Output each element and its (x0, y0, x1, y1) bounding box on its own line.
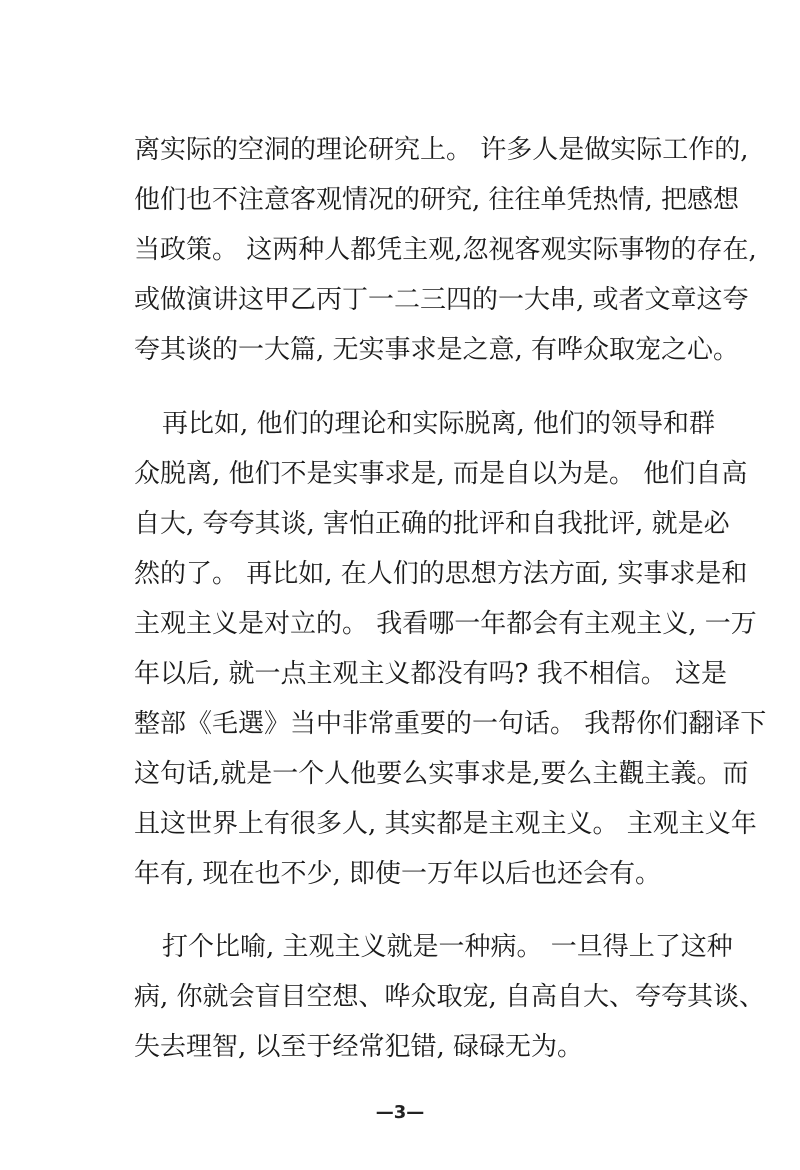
text-line: 离实际的空洞的理论研究上。 许多人是做实际工作的, (134, 135, 749, 165)
page-number: —3— (375, 1102, 425, 1123)
text-line: 病, 你就会盲目空想、哗众取宠, 自高自大、夸夸其谈、 (134, 982, 766, 1012)
text-line: 年以后, 就一点主观主义都没有吗? 我不相信。 这是 (134, 659, 727, 689)
text-line: 或做演讲这甲乙丙丁一二三四的一大串, 或者文章这夸 (134, 285, 749, 315)
text-line: 主观主义是对立的。 我看哪一年都会有主观主义, 一万 (134, 609, 757, 639)
text-line: 失去理智, 以至于经常犯错, 碌碌无为。 (134, 1032, 584, 1062)
text-line: 再比如, 他们的理论和实际脱离, 他们的领导和群 (162, 409, 716, 439)
text-line: 然的了。 再比如, 在人们的思想方法方面, 实事求是和 (134, 559, 748, 589)
text-line: 当政策。 这两种人都凭主观,忽视客观实际事物的存在, (134, 235, 757, 265)
text-line: 自大, 夸夸其谈, 害怕正确的批评和自我批评, 就是必 (134, 509, 730, 539)
text-line: 且这世界上有很多人, 其实都是主观主义。 主观主义年 (134, 809, 757, 839)
text-line: 打个比喻, 主观主义就是一种病。 一旦得上了这种 (162, 932, 733, 962)
text-line: 年有, 现在也不少, 即使一万年以后也还会有。 (134, 859, 662, 889)
text-line: 这句话,就是一个人他要么实事求是,要么主觀主義。而 (134, 759, 749, 789)
text-line: 夸其谈的一大篇, 无实事求是之意, 有哗众取宠之心。 (134, 335, 740, 365)
text-line: 众脱离, 他们不是实事求是, 而是自以为是。 他们自高 (134, 459, 748, 489)
text-line: 他们也不注意客观情况的研究, 往往单凭热情, 把感想 (134, 185, 740, 215)
text-line: 整部《毛選》当中非常重要的一句话。 我帮你们翻译下 (134, 709, 767, 739)
